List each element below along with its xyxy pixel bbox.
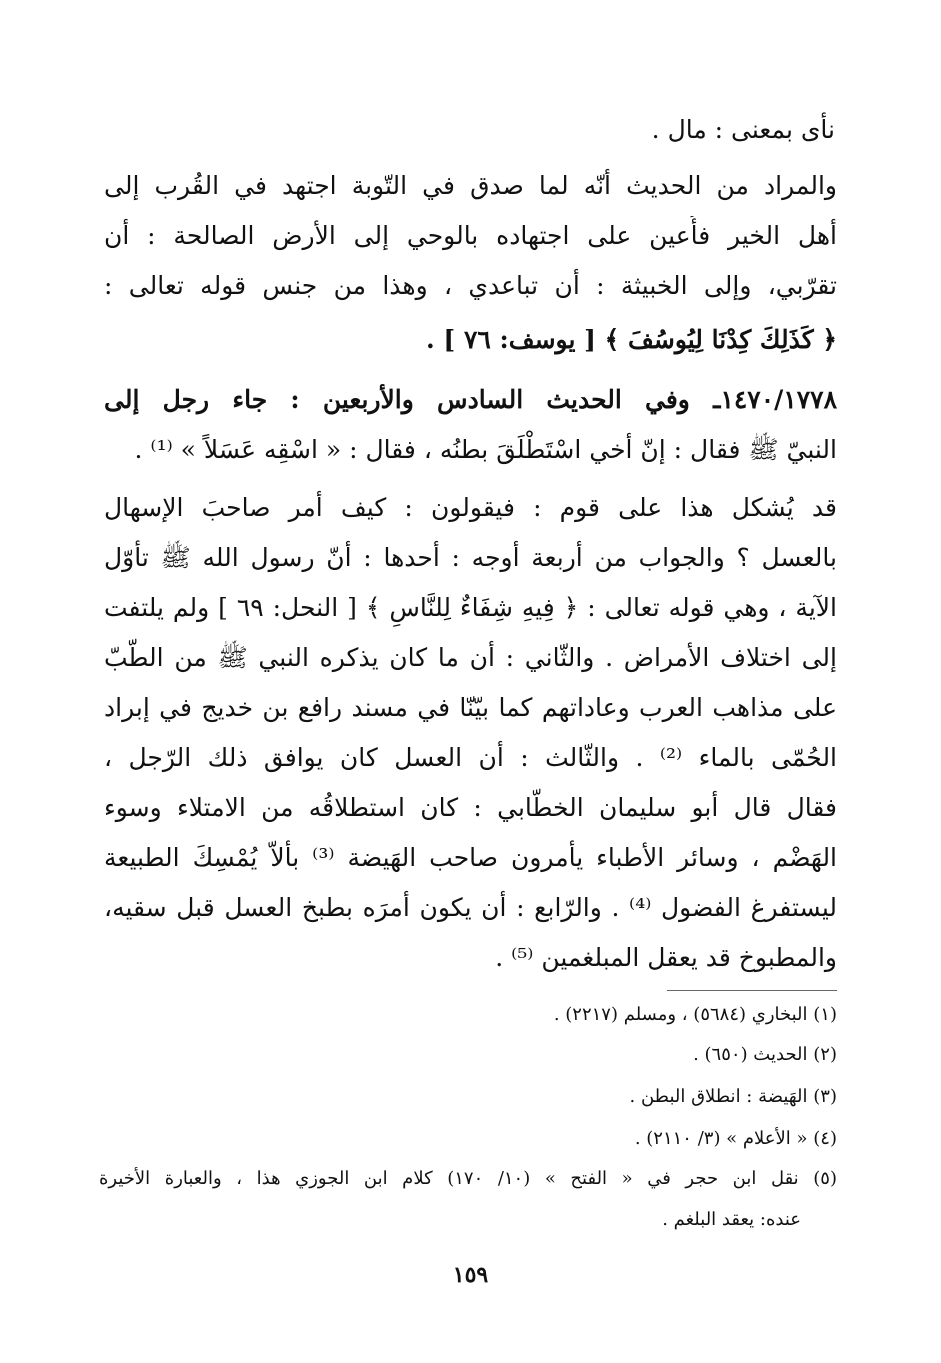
text-line-13: الحُمّى بالماء ⁽²⁾ . والثّالث : أن العسل كان يوافق ذلك الرّجل ،: [104, 743, 837, 772]
text-line-7: النبيّ ﷺ فقال : إنّ أخي اسْتَطْلَقَ بطنُه ، فقال : « اسْقِه عَسَلاً » ⁽¹⁾ .: [134, 435, 837, 464]
text-line-11: إلى اختلاف الأمراض . والثّاني : أن ما كان يذكره النبي ﷺ من الطّبّ: [104, 643, 837, 672]
text-line-4: تقرّبي، وإلى الخبيثة : أن تباعدي ، وهذا من جنس قوله تعالى :: [104, 271, 837, 300]
quran-verse-line: ﴿ كَذَلِكَ كِدْنَا لِيُوسُفَ ﴾ [ يوسف: ٧٦ ] .: [425, 325, 837, 354]
text-line-8: قد يُشكل هذا على قوم : فيقولون : كيف أمر صاحبَ الإسهال: [104, 493, 837, 522]
footnote-4: (٤) « الأعلام » (٣/ ٢١١٠) .: [634, 1128, 837, 1149]
text-line-16: ليستفرغ الفضول ⁽⁴⁾ . والرّابع : أن يكون أمرَه بطبخ العسل قبل سقيه،: [104, 893, 837, 922]
text-line-2: والمراد من الحديث أنّه لما صدق في التّوبة اجتهد في القُرب إلى: [104, 171, 837, 200]
footnote-5-continuation: عنده: يعقد البلغم .: [662, 1209, 801, 1230]
text-line-17: والمطبوخ قد يعقل المبلغمين ⁽⁵⁾ .: [495, 943, 837, 972]
text-line-12: على مذاهب العرب وعاداتهم كما بيّنّا في مسند رافع بن خديج في إبراد: [104, 693, 837, 722]
text-line-3: أهل الخير فأُعين على اجتهاده بالوحي إلى الأرض الصالحة : أن: [104, 221, 837, 250]
footnote-separator: [667, 990, 837, 991]
footnote-1: (١) البخاري (٥٦٨٤) ، ومسلم (٢٢١٧) .: [553, 1004, 837, 1025]
text-line-10: الآية ، وهي قوله تعالى : ﴿ فِيهِ شِفَاءٌ لِلنَّاسِ ﴾ [ النحل: ٦٩ ] ولم يلتفت: [104, 593, 837, 622]
footnote-2: (٢) الحديث (٦٥٠) .: [693, 1044, 837, 1065]
hadith-heading-line: ١٤٧٠/١٧٧٨ـ وفي الحديث السادس والأربعين : جاء رجل إلى: [104, 385, 837, 414]
footnote-3: (٣) الهَيضة : انطلاق البطن .: [629, 1086, 837, 1107]
text-line-9: بالعسل ؟ والجواب من أربعة أوجه : أحدها : أنّ رسول الله ﷺ تأوّل: [104, 543, 837, 572]
text-line-14: فقال قال أبو سليمان الخطّابي : كان استطلاقُه من الامتلاء وسوء: [104, 793, 837, 822]
text-line-1: نأى بمعنى : مال .: [651, 115, 835, 144]
page-number: ١٥٩: [452, 1262, 489, 1288]
text-line-15: الهَضْم ، وسائر الأطباء يأمرون صاحب الهَيضة ⁽³⁾ بألاّ يُمْسِكَ الطبيعة: [104, 843, 837, 872]
footnote-5: (٥) نقل ابن حجر في « الفتح » (١٠/ ١٧٠) كلام ابن الجوزي هذا ، والعبارة الأخيرة: [99, 1168, 837, 1189]
